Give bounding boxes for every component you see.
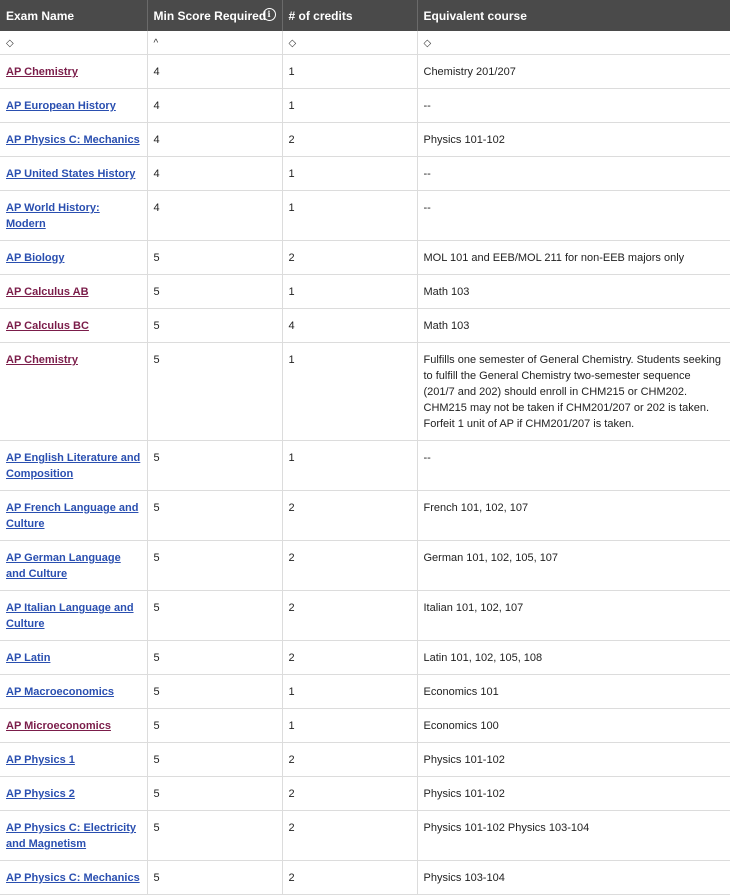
equivalent-course-cell: Math 103 xyxy=(417,275,730,309)
equivalent-course-cell: Economics 100 xyxy=(417,709,730,743)
table-row xyxy=(0,777,730,811)
min-score-cell: 5 xyxy=(147,541,282,591)
credits-cell: 1 xyxy=(282,89,417,123)
equivalent-course-cell: MOL 101 and EEB/MOL 211 for non-EEB majors only xyxy=(417,241,730,275)
exam-name-cell xyxy=(0,441,147,491)
exam-link[interactable]: AP World History: Modern xyxy=(6,202,100,230)
min-score-cell: 5 xyxy=(147,591,282,641)
equivalent-course-cell: -- xyxy=(417,191,730,241)
table-row xyxy=(0,641,730,675)
exam-name-cell xyxy=(0,591,147,641)
sort-cell-equivalent xyxy=(417,31,730,55)
exam-name-cell xyxy=(0,123,147,157)
equivalent-course-cell: German 101, 102, 105, 107 xyxy=(417,541,730,591)
exam-name-cell xyxy=(0,157,147,191)
credits-cell: 1 xyxy=(282,55,417,89)
table-row xyxy=(0,743,730,777)
credits-cell: 1 xyxy=(282,343,417,441)
exam-link[interactable]: AP Italian Language and Culture xyxy=(6,602,134,630)
credits-cell: 2 xyxy=(282,541,417,591)
table-row xyxy=(0,191,730,241)
exam-link[interactable]: AP Latin xyxy=(6,652,51,664)
equivalent-course-cell: Economics 101 xyxy=(417,675,730,709)
equivalent-course-cell: Physics 101-102 Physics 103-104 xyxy=(417,811,730,861)
min-score-cell: 4 xyxy=(147,55,282,89)
min-score-cell: 5 xyxy=(147,709,282,743)
credits-cell: 2 xyxy=(282,811,417,861)
sort-row xyxy=(0,31,730,55)
min-score-cell: 5 xyxy=(147,811,282,861)
exam-name-cell xyxy=(0,55,147,89)
exam-name-cell xyxy=(0,709,147,743)
col-header-exam-name[interactable] xyxy=(0,0,147,31)
equivalent-course-cell: -- xyxy=(417,157,730,191)
exam-name-cell xyxy=(0,675,147,709)
equivalent-course-cell: Physics 103-104 xyxy=(417,861,730,895)
credits-cell: 1 xyxy=(282,675,417,709)
col-header-credits-label: # of credits xyxy=(288,8,353,23)
info-icon[interactable]: i xyxy=(263,8,276,21)
equivalent-course-cell: Fulfills one semester of General Chemistry. Students seeking to fulfill the General Chemistry two-semester sequence (201/7 and 202) should enroll in CHM215 or CHM202. CHM215 may not be taken if CHM201/207 or 202 is taken. Forfeit 1 unit of AP if CHM201/207 is taken. xyxy=(417,343,730,441)
table-row xyxy=(0,861,730,895)
equivalent-course-cell: Physics 101-102 xyxy=(417,123,730,157)
exam-link[interactable]: AP Calculus BC xyxy=(6,320,89,332)
exam-link[interactable]: AP Microeconomics xyxy=(6,720,111,732)
exam-name-cell xyxy=(0,861,147,895)
table-row xyxy=(0,811,730,861)
exam-name-cell xyxy=(0,811,147,861)
exam-link[interactable]: AP English Literature and Composition xyxy=(6,452,141,480)
credits-cell: 1 xyxy=(282,191,417,241)
table-row xyxy=(0,123,730,157)
header-row xyxy=(0,0,730,31)
table-row xyxy=(0,541,730,591)
exam-link[interactable]: AP Physics 1 xyxy=(6,754,75,766)
table-row xyxy=(0,709,730,743)
exam-link[interactable]: AP Macroeconomics xyxy=(6,686,115,698)
sort-cell-exam-name xyxy=(0,31,147,55)
min-score-cell: 5 xyxy=(147,241,282,275)
exam-link[interactable]: AP Physics C: Electricity and Magnetism xyxy=(6,822,137,850)
exam-link[interactable]: AP Chemistry xyxy=(6,354,78,366)
exam-name-cell xyxy=(0,191,147,241)
min-score-cell: 5 xyxy=(147,309,282,343)
min-score-cell: 5 xyxy=(147,343,282,441)
min-score-cell: 5 xyxy=(147,641,282,675)
exam-link[interactable]: AP French Language and Culture xyxy=(6,502,139,530)
col-header-equivalent[interactable] xyxy=(417,0,730,31)
exam-name-cell xyxy=(0,541,147,591)
equivalent-course-cell: French 101, 102, 107 xyxy=(417,491,730,541)
sort-cell-min-score xyxy=(147,31,282,55)
exam-link[interactable]: AP United States History xyxy=(6,168,136,180)
exam-link[interactable]: AP Calculus AB xyxy=(6,286,89,298)
exam-link[interactable]: AP Physics 2 xyxy=(6,788,75,800)
min-score-cell: 5 xyxy=(147,275,282,309)
credits-cell: 2 xyxy=(282,641,417,675)
equivalent-course-cell: Chemistry 201/207 xyxy=(417,55,730,89)
table-row xyxy=(0,275,730,309)
sort-unsorted-icon[interactable]: ◇ xyxy=(423,37,432,49)
table-row xyxy=(0,241,730,275)
table-row xyxy=(0,675,730,709)
exam-name-cell xyxy=(0,743,147,777)
exam-name-cell xyxy=(0,309,147,343)
equivalent-course-cell: Italian 101, 102, 107 xyxy=(417,591,730,641)
exam-link[interactable]: AP Biology xyxy=(6,252,65,264)
table-row xyxy=(0,157,730,191)
sort-ascending-icon[interactable]: ^ xyxy=(153,37,159,49)
sort-unsorted-icon[interactable]: ◇ xyxy=(288,37,297,49)
min-score-cell: 5 xyxy=(147,491,282,541)
min-score-cell: 5 xyxy=(147,675,282,709)
table-row xyxy=(0,591,730,641)
table-row xyxy=(0,491,730,541)
table-row xyxy=(0,309,730,343)
col-header-min-score-label: Min Score Required xyxy=(153,8,267,23)
col-header-credits[interactable] xyxy=(282,0,417,31)
min-score-cell: 4 xyxy=(147,89,282,123)
equivalent-course-cell: Latin 101, 102, 105, 108 xyxy=(417,641,730,675)
min-score-cell: 5 xyxy=(147,777,282,811)
exam-link[interactable]: AP German Language and Culture xyxy=(6,552,121,580)
table-row xyxy=(0,343,730,441)
min-score-cell: 4 xyxy=(147,191,282,241)
table-row xyxy=(0,89,730,123)
exam-name-cell xyxy=(0,275,147,309)
table-body xyxy=(0,55,730,895)
col-header-equivalent-label: Equivalent course xyxy=(423,8,527,23)
exam-link[interactable]: AP Physics C: Mechanics xyxy=(6,872,140,884)
col-header-min-score[interactable] xyxy=(147,0,282,31)
exam-link[interactable]: AP Physics C: Mechanics xyxy=(6,134,140,146)
sort-unsorted-icon[interactable]: ◇ xyxy=(6,37,14,49)
credits-cell: 1 xyxy=(282,157,417,191)
sort-cell-credits xyxy=(282,31,417,55)
exam-name-cell xyxy=(0,241,147,275)
exam-name-cell xyxy=(0,777,147,811)
equivalent-course-cell: -- xyxy=(417,441,730,491)
credits-cell: 2 xyxy=(282,123,417,157)
exam-name-cell xyxy=(0,343,147,441)
credits-cell: 2 xyxy=(282,743,417,777)
credits-cell: 2 xyxy=(282,777,417,811)
min-score-cell: 5 xyxy=(147,441,282,491)
min-score-cell: 4 xyxy=(147,157,282,191)
exam-name-cell xyxy=(0,89,147,123)
min-score-cell: 4 xyxy=(147,123,282,157)
table-row xyxy=(0,441,730,491)
credits-cell: 1 xyxy=(282,709,417,743)
min-score-cell: 5 xyxy=(147,743,282,777)
exam-link[interactable]: AP Chemistry xyxy=(6,66,78,78)
credits-cell: 2 xyxy=(282,591,417,641)
equivalent-course-cell: Physics 101-102 xyxy=(417,743,730,777)
exam-name-cell xyxy=(0,641,147,675)
equivalent-course-cell: -- xyxy=(417,89,730,123)
credits-cell: 2 xyxy=(282,861,417,895)
credits-cell: 2 xyxy=(282,491,417,541)
exam-name-cell xyxy=(0,491,147,541)
equivalent-course-cell: Math 103 xyxy=(417,309,730,343)
credits-cell: 1 xyxy=(282,441,417,491)
exam-link[interactable]: AP European History xyxy=(6,100,116,112)
col-header-exam-name-label: Exam Name xyxy=(6,8,75,23)
table-row xyxy=(0,55,730,89)
credits-cell: 4 xyxy=(282,309,417,343)
credits-cell: 2 xyxy=(282,241,417,275)
credits-cell: 1 xyxy=(282,275,417,309)
min-score-cell: 5 xyxy=(147,861,282,895)
equivalent-course-cell: Physics 101-102 xyxy=(417,777,730,811)
